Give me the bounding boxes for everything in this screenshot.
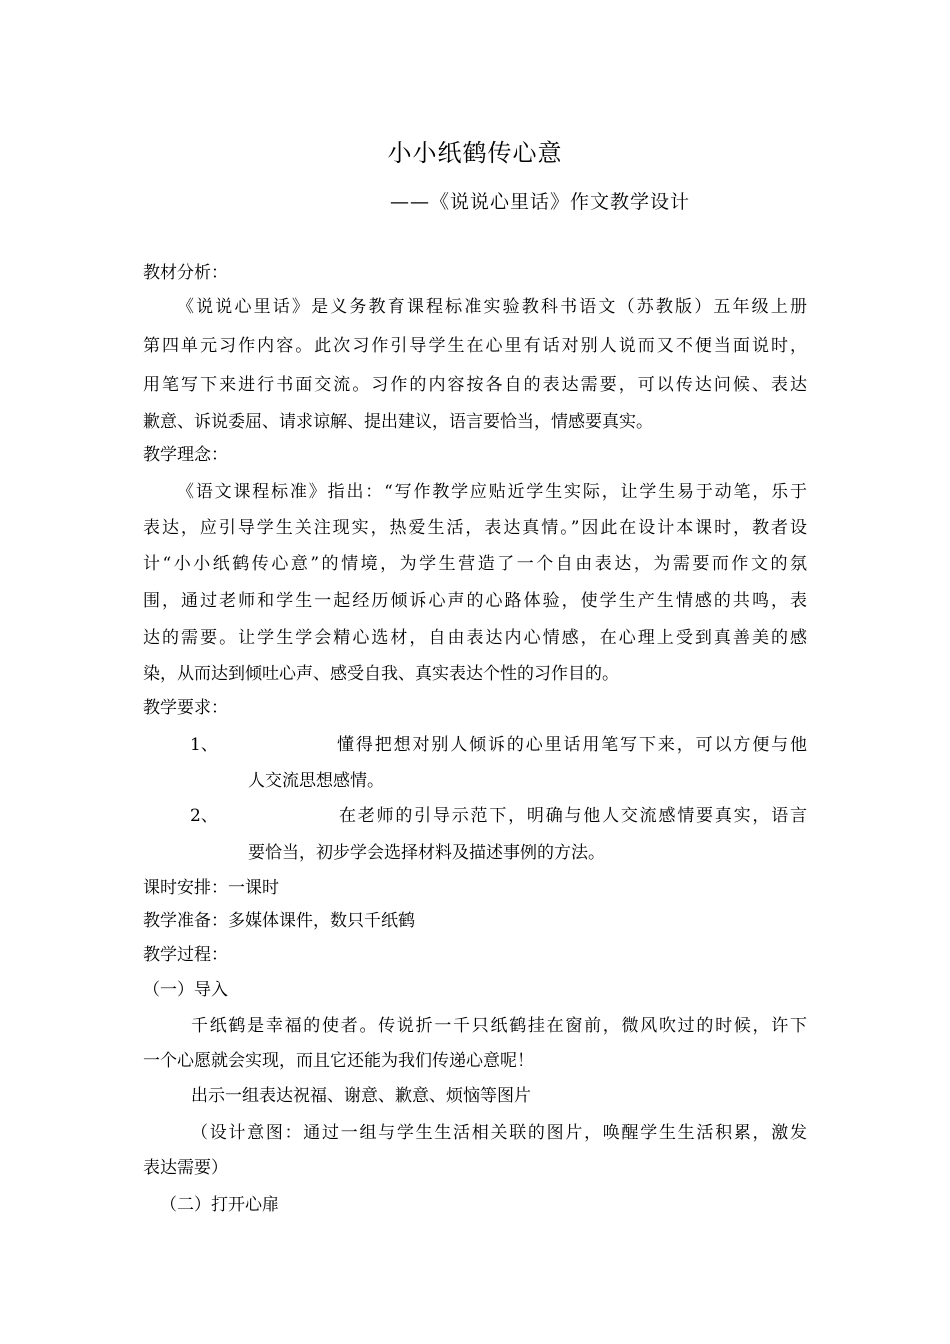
requirement-2-line-1: 在老师的引导示范下，明确与他人交流感情要真实，语言 [339, 806, 807, 826]
step1-line-1: 千纸鹤是幸福的使者。传说折一千只纸鹤挂在窗前，微风吹过的时候，许下 [191, 1016, 807, 1036]
concept-line-6: 染，从而达到倾吐心声、感受自我、真实表达个性的习作目的。 [143, 664, 619, 684]
step2-heading: （二）打开心扉 [160, 1195, 279, 1215]
requirement-2-number: 2、 [190, 806, 218, 826]
step1-intent-line-2: 表达需要） [143, 1158, 228, 1178]
requirement-2-line-2: 要恰当，初步学会选择材料及描述事例的方法。 [248, 843, 605, 863]
concept-line-3: 计“小小纸鹤传心意”的情境，为学生营造了一个自由表达，为需要而作文的氛 [143, 554, 807, 574]
process-heading: 教学过程： [143, 945, 228, 965]
concept-line-4: 围，通过老师和学生一起经历倾诉心声的心路体验，使学生产生情感的共鸣，表 [143, 591, 807, 611]
material-line-3: 用笔写下来进行书面交流。习作的内容按各自的表达需要，可以传达问候、表达 [143, 375, 807, 395]
concept-line-1: 《语文课程标准》指出：“写作教学应贴近学生实际，让学生易于动笔，乐于 [177, 482, 807, 502]
concept-heading: 教学理念： [143, 445, 228, 465]
requirement-1-line-1: 懂得把想对别人倾诉的心里话用笔写下来，可以方便与他 [337, 735, 807, 755]
requirements-heading: 教学要求： [143, 698, 228, 718]
material-line-2: 第四单元习作内容。此次习作引导学生在心里有话对别人说而又不便当面说时， [143, 336, 807, 356]
material-heading: 教材分析： [143, 263, 228, 283]
step1-heading: （一）导入 [143, 980, 228, 1000]
concept-line-5: 达的需要。让学生学会精心选材，自由表达内心情感，在心理上受到真善美的感 [143, 628, 807, 648]
step1-show-line: 出示一组表达祝福、谢意、歉意、烦恼等图片 [191, 1086, 531, 1106]
material-line-4: 歉意、诉说委屈、请求谅解、提出建议，语言要恰当，情感要真实。 [143, 412, 653, 432]
step1-line-2: 一个心愿就会实现，而且它还能为我们传递心意呢！ [143, 1051, 534, 1071]
document-subtitle: ——《说说心里话》作文教学设计 [390, 191, 691, 213]
requirement-1-number: 1、 [190, 735, 218, 755]
schedule-line: 课时安排：一课时 [143, 878, 279, 898]
requirement-1-line-2: 人交流思想感情。 [248, 771, 384, 791]
material-line-1: 《说说心里话》是义务教育课程标准实验教科书语文（苏教版）五年级上册 [177, 297, 807, 317]
concept-line-2: 表达，应引导学生关注现实，热爱生活，表达真情。”因此在设计本课时，教者设 [143, 518, 807, 538]
preparation-line: 教学准备：多媒体课件，数只千纸鹤 [143, 911, 415, 931]
step1-intent-line-1: （设计意图：通过一组与学生生活相关联的图片，唤醒学生生活积累，激发 [191, 1123, 807, 1143]
document-title: 小小纸鹤传心意 [387, 139, 563, 167]
